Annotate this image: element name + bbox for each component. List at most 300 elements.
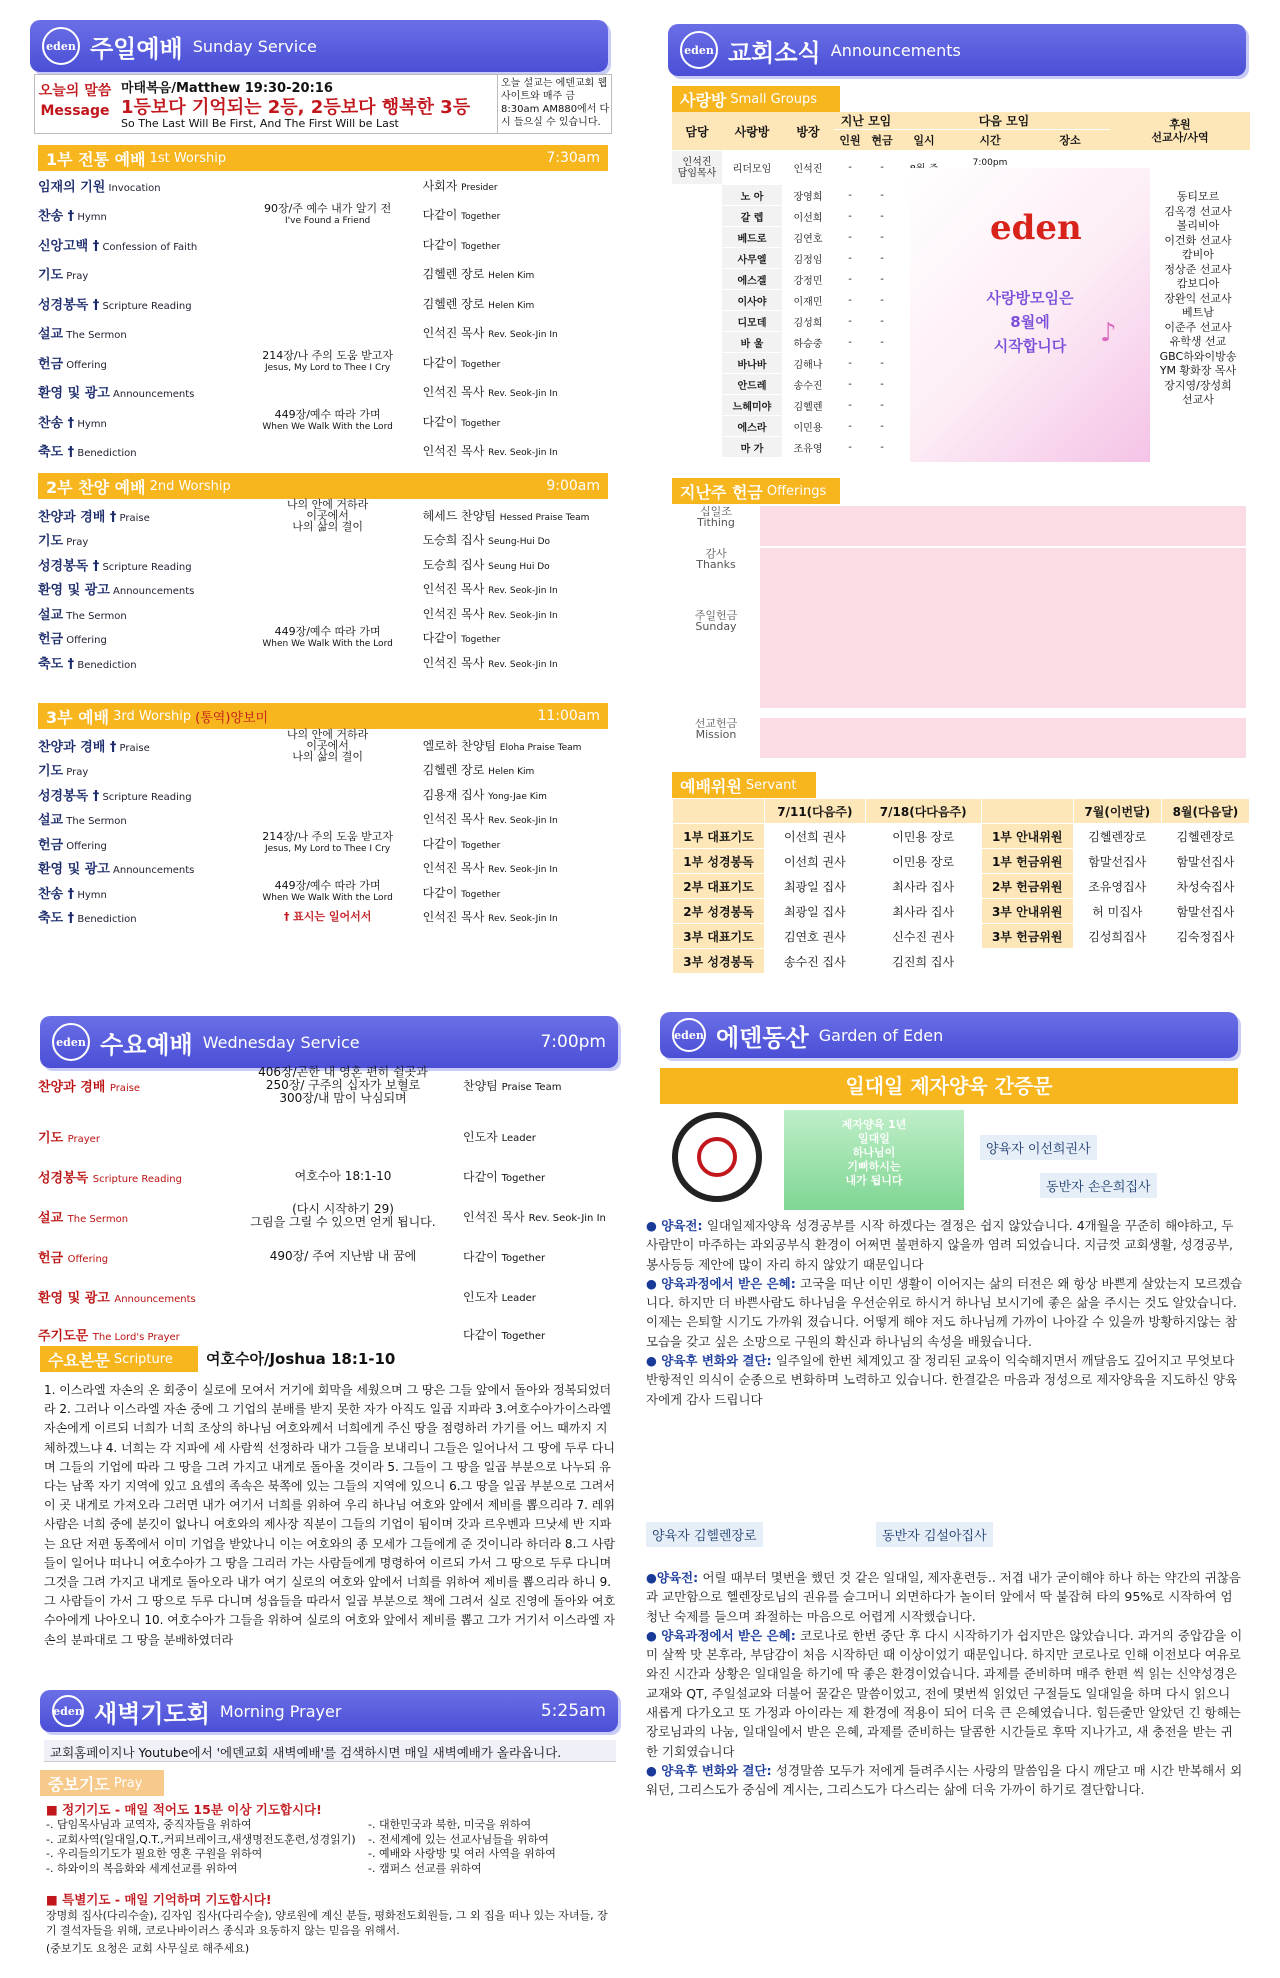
- offerings-label: 지난주 헌금: [680, 482, 763, 502]
- wed-title-en: Wednesday Service: [202, 1032, 360, 1052]
- order-person-en: Together: [461, 635, 501, 645]
- garden-banner: 일대일 제자양육 간증문: [660, 1068, 1238, 1104]
- order-person-en: Helen Kim: [488, 300, 535, 311]
- sg-cell: -: [834, 332, 866, 353]
- sg-leader: 이재민: [782, 290, 834, 311]
- wed-order-item-en: Scripture Reading: [92, 1173, 182, 1185]
- order-person: 인석진 목사 Rev. Seok-Jin In: [422, 444, 558, 458]
- order-item: 찬송 † Hymn: [38, 886, 107, 902]
- sg-cell: -: [834, 416, 866, 437]
- garden-title: 에덴동산: [716, 1023, 809, 1052]
- order-person: 김헬렌 장로 Helen Kim: [422, 763, 535, 777]
- order-item-en: Benediction: [74, 914, 137, 925]
- sg-cell: -: [866, 269, 898, 290]
- order-person-en: Rev. Seok-Jin In: [488, 389, 558, 399]
- wed-order-person: 다같이 Together: [463, 1169, 546, 1184]
- sg-cell: [672, 353, 722, 374]
- sg-cell: 인석진 담임목사: [672, 151, 722, 185]
- wed-order-row: [38, 1060, 628, 1110]
- mentor-label: 양육자: [986, 1142, 1028, 1157]
- order-item: 임재의 기원 Invocation: [38, 179, 161, 195]
- offering-label: [676, 506, 756, 528]
- order-person-en: Rev. Seok-Jin In: [488, 610, 558, 621]
- servant-row: [673, 849, 1250, 874]
- worship-1-en: 1st Worship: [149, 150, 227, 166]
- offering-en: Thanks: [696, 558, 736, 570]
- sg-col-next: 다음 모임: [898, 112, 1110, 130]
- sg-leader: 장영희: [782, 185, 834, 206]
- order-item-en: Benediction: [74, 659, 137, 671]
- order-person-en: Presider: [461, 182, 498, 193]
- offering-amount-box: [760, 610, 1246, 708]
- sg-leader: 김성희: [782, 311, 834, 332]
- mentee-label: 동반자: [1046, 1180, 1088, 1195]
- sv-h: 7월(이번달): [1073, 799, 1161, 824]
- testimony-paragraph: [646, 1626, 1244, 1761]
- small-groups-en: Small Groups: [730, 91, 817, 107]
- servant-row: [673, 924, 1250, 949]
- servant-table: [672, 798, 1250, 974]
- sg-cell: -: [834, 311, 866, 332]
- servant-name: 김성희집사: [1073, 924, 1161, 949]
- mentee-box: [1040, 1173, 1157, 1198]
- mentor-name: 김헬렌장로: [693, 1529, 757, 1544]
- morning-title-en: Morning Prayer: [219, 1701, 342, 1721]
- worship-1-bar: [38, 145, 608, 171]
- news-title: 교회소식: [728, 38, 821, 67]
- order-row: [38, 530, 603, 550]
- wed-order-person: 인도자 Leader: [463, 1129, 536, 1144]
- sg-cell: -: [834, 227, 866, 248]
- testimony-paragraph: [646, 1216, 1244, 1274]
- servant-name: 조유영집사: [1073, 874, 1161, 899]
- order-hymn: [233, 409, 423, 433]
- wed-order-item: 헌금 Offering: [38, 1250, 109, 1266]
- order-item-en: Announcements: [109, 865, 195, 876]
- music-note-icon: ♪: [1100, 318, 1117, 348]
- order-person: 인석진 목사 Rev. Seok-Jin In: [422, 861, 558, 875]
- morning-notice: 교회홈페이지나 Youtube에서 '에덴교회 새벽예배'를 검색하시면 매일 새벽예배가 올라옵니다.: [44, 1740, 616, 1762]
- servant-role: 1부 안내위원: [981, 824, 1073, 849]
- order-item: 헌금 Offering: [38, 356, 107, 372]
- order-person: 김용재 집사 Yong-Jae Kim: [422, 787, 547, 802]
- sg-cell: -: [866, 185, 898, 206]
- wed-title: 수요예배: [100, 1030, 193, 1059]
- sg-leader: 김헬렌: [782, 395, 834, 416]
- sg-cell: [672, 395, 722, 416]
- order-item: 신앙고백 † Confession of Faith: [38, 238, 198, 254]
- garden-title-en: Garden of Eden: [818, 1025, 944, 1045]
- sg-cell: [672, 269, 722, 290]
- sg-cell: -: [866, 374, 898, 395]
- worship-2-title: 2부 찬양 예배: [46, 477, 146, 497]
- mentee-box: [876, 1522, 993, 1547]
- testimony-1: [646, 1216, 1244, 1409]
- testimony-body: 일대일제자양육 성경공부를 시작 하겠다는 결정은 쉽지 않았습니다. 4개월을 꾸준히 해야하고, 두 사람만이 마주하는 과외공부식 환경이 어쩌면 불편하지 않을까 염려 되었습니다. 지금껏 교회생활, 성경공부, 봉사등등 제안에 많이 자리 하지 않았기 때문입니다: [646, 1218, 1234, 1272]
- hymn-title: 214장/나 주의 도움 받고자: [262, 349, 394, 362]
- offerings-en: Offerings: [766, 483, 827, 499]
- mentor-box: [980, 1135, 1097, 1160]
- message-label: 오늘의 말씀 Message: [38, 83, 112, 119]
- servant-name: 송수진 집사: [765, 949, 866, 974]
- order-row: [38, 323, 603, 343]
- sermon-notice: 오늘 설교는 에덴교회 웹사이트와 매주 금 8:30am AM880에서 다시 들으실 수 있습니다.: [497, 75, 612, 133]
- sg-cell: [672, 248, 722, 269]
- wed-order-item: 기도 Prayer: [38, 1130, 100, 1146]
- order-item: 성경봉독 † Scripture Reading: [38, 558, 192, 574]
- order-person-en: Helen Kim: [488, 271, 535, 281]
- order-row: [38, 175, 603, 195]
- mission-list: 동티모르 김옥경 선교사 볼리비아 이건화 선교사 캄비아 정상준 선교사 캄보디아 장완익 선교사 베트남 이준주 선교사 유학생 선교 GBC하와이방송 YM 황화장 목사 장지영/장성희 선교사: [1159, 190, 1237, 406]
- wed-order-item-en: Announcements: [114, 1293, 196, 1305]
- wed-order-item-en: Prayer: [67, 1133, 100, 1145]
- wed-order-person-en: Together: [501, 1172, 546, 1184]
- wed-order-hymn: (다시 시작하기 29) 그림을 그릴 수 있으면 얻게 됩니다.: [250, 1202, 436, 1229]
- order-person: 도승희 집사 Seung-Hui Do: [422, 533, 551, 547]
- wed-scripture-text: 1. 이스라엘 자손의 온 회중이 실로에 모여서 거기에 회막을 세웠으며 그 땅은 그들 앞에서 돌아와 정복되었더라 2. 그러나 이스라엘 자손 중에 그 기업의 분배를 받지 못한 자가 아직도 일곱 지파라 3.여호수아가이스라엘 자손에게 이르되 너희가 너희 조상의 하나님 여호와께서 너희에게 주신 땅을 점령하러 가기를 어느 때까지 지체하겠느냐 4. 너희는 각 지파에 세 사람씩 선정하라 내가 그들을 보내리니 그들은 일어나서 그 땅에 두루 다니며 그들의 기업에 따라 그 땅을 그려 가지고 내게로 돌아올 것이라 5. 그들이 그 땅을 일곱 부분으로 나누되 유다는 남쪽 자기 지역에 있고 요셉의 족속은 북쪽에 있는 그들의 지역에 있으니 6.그 땅을 일곱 부분으로 그려서 이 곳 내게로 가져오라 그러면 내가 여기서 너희를 위하여 우리 하나님 여호와 앞에서 제비를 뽑으리라 7. 레위 사람은 너희 중에 분깃이 없나니 여호와의 제사장 직분이 그들의 기업이 됨이며 갓과 르우벤과 므낫세 반 지파는 요단 저편 동쪽에서 이미 기업을 받았나니 이는 여호와의 종 모세가 그들에게 준 것이니라 하더라 8.그 사람들이 일어나 떠나니 여호수아가 그 땅을 그리러 가는 사람들에게 명령하여 이르되 가서 그 땅으로 두루 다니며 그것을 그려 가지고 내게로 돌아오라 내가 여기 실로의 여호와 앞에서 너희를 위하여 제비를 뽑으리라 하니 9.그 사람들이 가서 그 땅으로 두루 다니며 성읍들을 따라서 일곱 부분으로 책에 그려서 실로 진영에 돌아와 여호수아에게 나아오니 10. 여호수아가 그들을 위하여 실로의 여호와 앞에서 제비를 뽑고 그가 거기서 이스라엘 자손의 분파대로 그 땅을 분배하였더라: [44, 1383, 616, 1647]
- testimony-paragraph: [646, 1568, 1244, 1626]
- servant-row: [673, 899, 1250, 924]
- sg-leader: 강정민: [782, 269, 834, 290]
- worship-3-note: (통역)양보미: [195, 710, 269, 726]
- order-person-en: Rev. Seok-Jin In: [488, 659, 558, 670]
- sg-cell: [672, 227, 722, 248]
- order-row: [38, 624, 603, 649]
- order-person-en: Rev. Seok-Jin In: [488, 865, 558, 875]
- prayer-item: -. 담임목사님과 교역자, 중직자들을 위하여: [46, 1818, 252, 1831]
- prayer-item: -. 대한민국과 북한, 미국을 위하여: [368, 1818, 532, 1831]
- order-item: 환영 및 광고 Announcements: [38, 583, 195, 598]
- offering-amount-box: [760, 506, 1246, 546]
- testimony-heading: ● 양육과정에서 받은 은혜:: [646, 1627, 801, 1643]
- order-person-en: Together: [461, 241, 501, 252]
- worship-3-en: 3rd Worship: [113, 708, 192, 724]
- testimony-body: 성경말씀 모두가 저에게 들려주시는 사랑의 말씀임을 다시 깨닫고 매 시간 반복해서 외워던, 그리스도가 중심에 계시는, 그리스도가 다스리는 삶에 더욱 가까이 하기로 결단합니다.: [646, 1762, 1243, 1798]
- order-row: [38, 760, 603, 780]
- sg-leader: 김정임: [782, 248, 834, 269]
- hymn-title-en: When We Walk With the Lord: [262, 893, 393, 903]
- prayer-item: -. 우리들의기도가 필요한 영혼 구원을 위하여: [46, 1847, 263, 1860]
- testimony-heading: ● 양육후 변화와 결단:: [646, 1353, 776, 1369]
- pray-bar: [40, 1770, 164, 1796]
- sg-cell: -: [834, 185, 866, 206]
- sg-group-name: 갈 렙: [722, 206, 782, 227]
- order-person-en: Seung-Hui Do: [488, 537, 551, 547]
- order-row: [38, 727, 603, 763]
- offering-en: Tithing: [697, 516, 735, 528]
- order-item: 헌금 Offering: [38, 837, 107, 853]
- wed-order-hymn: 406장/곤한 내 영혼 편히 쉴곳과 250장/ 구주의 십자가 보혈로 300장/내 맘이 낙심되며: [258, 1064, 428, 1105]
- sg-header-row: [672, 112, 1250, 130]
- sg-col-time: 시간: [950, 130, 1030, 151]
- order-item: 설교 The Sermon: [38, 813, 127, 828]
- sg-col-group: 사랑방: [722, 112, 782, 151]
- wed-order-item: 찬양과 경배 Praise: [38, 1079, 141, 1095]
- sunday-header: [30, 20, 608, 72]
- order-item-en: Invocation: [105, 182, 161, 194]
- order-person-en: Together: [461, 889, 501, 900]
- order-item: 기도 Pray: [38, 534, 89, 549]
- servant-role: 1부 성경봉독: [673, 849, 765, 874]
- prayer-item: -. 교회사역(일대일,Q.T.,커피브레이크,새생명전도훈련,성경읽기): [46, 1832, 356, 1846]
- order-item: 축도 † Benediction: [38, 656, 137, 672]
- servant-en: Servant: [745, 777, 797, 793]
- order-person: 다같이 Together: [422, 631, 501, 645]
- wed-order-item: 주기도문 The Lord's Prayer: [38, 1328, 180, 1344]
- sg-group-name: 에스라: [722, 416, 782, 437]
- helm-center-icon: [697, 1137, 737, 1177]
- pair-2: [646, 1522, 1086, 1556]
- order-person: 헤세드 찬양팀 Hessed Praise Team: [422, 508, 590, 523]
- worship-1-title: 1부 전통 예배: [46, 149, 146, 169]
- order-person-en: Helen Kim: [488, 767, 535, 777]
- wed-time: 7:00pm: [540, 1032, 606, 1052]
- special-prayer-text: 장명희 집사(다리수술), 김자임 집사(다리수술), 양로원에 계신 분들, 평화전도회원들, 그 외 집을 떠나 있는 자녀들, 장기 결석자들을 위해, 코로나바이러스 종식과 요동하지 않는 믿음을 위해서.: [46, 1909, 608, 1937]
- servant-name: 김연호 권사: [765, 924, 866, 949]
- order-person: 김헬렌 장로 Helen Kim: [422, 296, 535, 311]
- order-person: 도승희 집사 Seung Hui Do: [422, 557, 550, 572]
- testimony-heading: ● 양육전:: [646, 1218, 707, 1233]
- order-item-en: Pray: [63, 271, 89, 282]
- testimony-paragraph: [646, 1274, 1244, 1351]
- order-row: [38, 441, 603, 461]
- servant-name: 이선희 권사: [765, 824, 866, 849]
- order-person-en: Together: [461, 359, 501, 370]
- hymn-title: 449장/예수 따라 가며: [274, 879, 381, 892]
- servant-role: 1부 대표기도: [673, 824, 765, 849]
- hymn-title: 나의 안에 거하라 이곳에서 나의 삶의 결이: [286, 497, 369, 533]
- news-title-en: Announcements: [830, 40, 961, 60]
- wed-order-person-en: Rev. Seok-Jin In: [528, 1212, 606, 1224]
- wed-order-person: 다같이 Together: [463, 1327, 546, 1342]
- hymn-title-en: When We Walk With the Lord: [262, 638, 393, 649]
- worship-3-bar: [38, 703, 608, 729]
- order-person: 다같이 Together: [422, 414, 501, 429]
- hymn-title-en: I've Found a Friend: [284, 215, 371, 226]
- offering-ko: 선교헌금: [694, 718, 738, 730]
- servant-name: 최사라 집사: [865, 874, 981, 899]
- order-item-en: Hymn: [74, 418, 107, 430]
- wed-scripture-en: Scripture: [113, 1351, 173, 1367]
- hymn-title: † 표시는 일어서서: [283, 910, 372, 923]
- order-item-en: The Sermon: [63, 816, 127, 827]
- sv-h: 8월(다음달): [1161, 799, 1249, 824]
- order-item: 환영 및 광고 Announcements: [38, 862, 195, 877]
- wed-order-item-en: The Lord's Prayer: [92, 1331, 180, 1343]
- order-item-en: The Sermon: [63, 610, 127, 622]
- order-hymn: [233, 831, 423, 855]
- order-person: 다같이 Together: [422, 237, 501, 252]
- sg-cell: -: [834, 248, 866, 269]
- sermon-title: 1등보다 기억되는 2등, 2등보다 행복한 3등: [121, 97, 471, 118]
- hymn-title: 90장/주 예수 내가 알기 전: [263, 201, 392, 215]
- order-hymn: [233, 911, 423, 922]
- morning-time: 5:25am: [540, 1701, 606, 1721]
- order-row: [38, 579, 603, 599]
- wed-order-row: [38, 1280, 628, 1312]
- order-item-en: The Sermon: [63, 330, 127, 341]
- order-person: 인석진 목사 Rev. Seok-Jin In: [422, 910, 558, 924]
- order-row: [38, 382, 603, 402]
- order-item-en: Offering: [63, 635, 107, 646]
- order-person-en: Rev. Seok-Jin In: [488, 330, 558, 340]
- order-person: 다같이 Together: [422, 836, 501, 851]
- pair-1: [980, 1135, 1230, 1205]
- sg-cell: [672, 206, 722, 227]
- wed-order-item: 성경봉독 Scripture Reading: [38, 1170, 182, 1186]
- order-hymn: [233, 499, 423, 532]
- order-item-en: Scripture Reading: [99, 300, 192, 312]
- sg-col-place: 장소: [1030, 130, 1110, 151]
- prayer-item: -. 전세계에 있는 선교사님들을 위하여: [368, 1832, 549, 1846]
- worship-1-time: 7:30am: [546, 150, 600, 166]
- news-header: [668, 24, 1246, 76]
- worship-2-bar: [38, 473, 608, 499]
- servant-name: 이민용 장로: [865, 824, 981, 849]
- mentor-box: [646, 1522, 763, 1547]
- order-row: [38, 554, 603, 574]
- sg-cell: -: [866, 416, 898, 437]
- wed-scripture-bar: [40, 1346, 198, 1372]
- order-item-en: Offering: [63, 840, 107, 852]
- sg-group-name: 이사야: [722, 290, 782, 311]
- sg-cell: -: [834, 269, 866, 290]
- order-item-en: Announcements: [109, 389, 195, 400]
- sg-group-name: 노 아: [722, 185, 782, 206]
- order-row: [38, 830, 603, 854]
- sg-group-name: 안드레: [722, 374, 782, 395]
- testimony-heading: ●양육전:: [646, 1570, 703, 1585]
- wed-order-row: [38, 1200, 628, 1232]
- poster-text: 사랑방모임은 8월에 시작합니다: [986, 289, 1074, 355]
- offerings-bar: [672, 478, 840, 504]
- sv-h: 7/11(다음주): [765, 799, 866, 824]
- sg-group-name: 디모데: [722, 311, 782, 332]
- order-row: [38, 293, 603, 313]
- order-hymn: [233, 350, 423, 374]
- servant-name: 허 미집사: [1073, 899, 1161, 924]
- sg-cell: -: [834, 395, 866, 416]
- mentor-name: 이선희권사: [1027, 1142, 1091, 1157]
- servant-name: 김숙정집사: [1161, 924, 1249, 949]
- worship-2-time: 9:00am: [546, 478, 600, 494]
- small-groups-label: 사랑방: [680, 90, 727, 110]
- order-item-en: Announcements: [109, 586, 195, 597]
- morning-title: 새벽기도회: [94, 1699, 210, 1728]
- sg-leader: 하승중: [782, 332, 834, 353]
- sg-cell: -: [866, 227, 898, 248]
- order-item: 기도 Pray: [38, 764, 89, 779]
- order-item-en: Hymn: [74, 212, 107, 223]
- wed-order-row: [38, 1160, 628, 1192]
- servant-role: 3부 대표기도: [673, 924, 765, 949]
- servant-name: 김진희 집사: [865, 949, 981, 974]
- sg-col-date: 일시: [898, 130, 950, 151]
- order-person-en: Seung Hui Do: [488, 561, 550, 572]
- order-item: 설교 The Sermon: [38, 607, 127, 623]
- small-groups-bar: [672, 86, 840, 112]
- wed-order-item-en: Praise: [109, 1082, 141, 1094]
- sg-cell: -: [866, 437, 898, 458]
- hymn-title-en: When We Walk With the Lord: [262, 422, 393, 432]
- order-item-en: Pray: [63, 767, 89, 778]
- order-item: 환영 및 광고 Announcements: [38, 386, 195, 401]
- order-person: 인석진 목사 Rev. Seok-Jin In: [422, 812, 558, 826]
- sg-leader: 김해나: [782, 353, 834, 374]
- servant-name: 이민용 장로: [865, 849, 981, 874]
- order-person: 인석진 목사 Rev. Seok-Jin In: [422, 582, 558, 596]
- wed-order-person: 찬양팀 Praise Team: [463, 1078, 562, 1093]
- sg-cell: [672, 185, 722, 206]
- sg-cell: 리더모임: [722, 151, 782, 185]
- order-row: [38, 234, 603, 254]
- order-person: 인석진 목사 Rev. Seok-Jin In: [422, 326, 558, 340]
- order-item-en: Benediction: [74, 448, 137, 459]
- sg-cell: 인석진: [782, 151, 834, 185]
- order-hymn: [233, 729, 423, 762]
- message-box: [34, 74, 612, 134]
- order-row: [38, 652, 603, 672]
- prayer-item: -. 예배와 사랑방 및 여러 사역을 위하여: [368, 1847, 556, 1860]
- order-item: 찬송 † Hymn: [38, 415, 107, 431]
- order-item-en: Hymn: [74, 889, 107, 901]
- offering-label: [676, 610, 756, 632]
- order-person-en: Together: [461, 418, 501, 429]
- order-hymn: [233, 626, 423, 650]
- order-row: [38, 879, 603, 903]
- order-person-en: Rev. Seok-Jin In: [488, 914, 558, 924]
- wed-order-person-en: Together: [501, 1252, 546, 1264]
- hymn-title-en: Jesus, My Lord to Thee I Cry: [264, 844, 391, 854]
- eden-logo-icon: eden: [680, 31, 718, 69]
- order-person-en: Rev. Seok-Jin In: [488, 816, 558, 826]
- order-person: 다같이 Together: [422, 208, 501, 222]
- wed-order-person-en: Praise Team: [501, 1081, 562, 1093]
- sg-cell: -: [866, 311, 898, 332]
- order-item: 축도 † Benediction: [38, 445, 137, 460]
- sv-h: 7/18(다다음주): [865, 799, 981, 824]
- order-item: 찬양과 경배 † Praise: [38, 739, 150, 755]
- servant-row: [673, 824, 1250, 849]
- order-row: [38, 809, 603, 829]
- servant-role: 3부 안내위원: [981, 899, 1073, 924]
- servant-role: 2부 헌금위원: [981, 874, 1073, 899]
- order-hymn: [233, 880, 423, 904]
- wed-order-hymn: 여호수아 18:1-10: [294, 1168, 392, 1183]
- servant-header: [673, 799, 1250, 824]
- sunday-title: 주일예배: [90, 34, 183, 63]
- order-item: 설교 The Sermon: [38, 327, 127, 342]
- servant-name: 최광일 집사: [765, 874, 866, 899]
- order-person-en: Eloha Praise Team: [499, 742, 582, 753]
- hymn-title-en: Jesus, My Lord to Thee I Cry: [264, 363, 391, 373]
- sg-group-name: 베드로: [722, 227, 782, 248]
- wed-order-item-en: Offering: [67, 1253, 109, 1265]
- order-person-en: Yong-Jae Kim: [488, 791, 547, 802]
- order-item: 찬송 † Hymn: [38, 209, 107, 224]
- sg-cell: -: [866, 151, 898, 185]
- servant-name: 함말선집사: [1073, 849, 1161, 874]
- hymn-title: 214장/나 주의 도움 받고자: [262, 830, 394, 843]
- hymn-title: 나의 안에 거하라 이곳에서 나의 삶의 결이: [286, 727, 369, 763]
- sg-cell: 7:00pm: [950, 151, 1030, 185]
- order-person: 인석진 목사 Rev. Seok-Jin In: [422, 655, 558, 670]
- order-person: 다같이 Together: [422, 355, 501, 370]
- sg-leader: 조유영: [782, 437, 834, 458]
- sg-cell: -: [866, 332, 898, 353]
- prayer-list-right: [368, 1818, 618, 1876]
- order-item: 헌금 Offering: [38, 632, 107, 647]
